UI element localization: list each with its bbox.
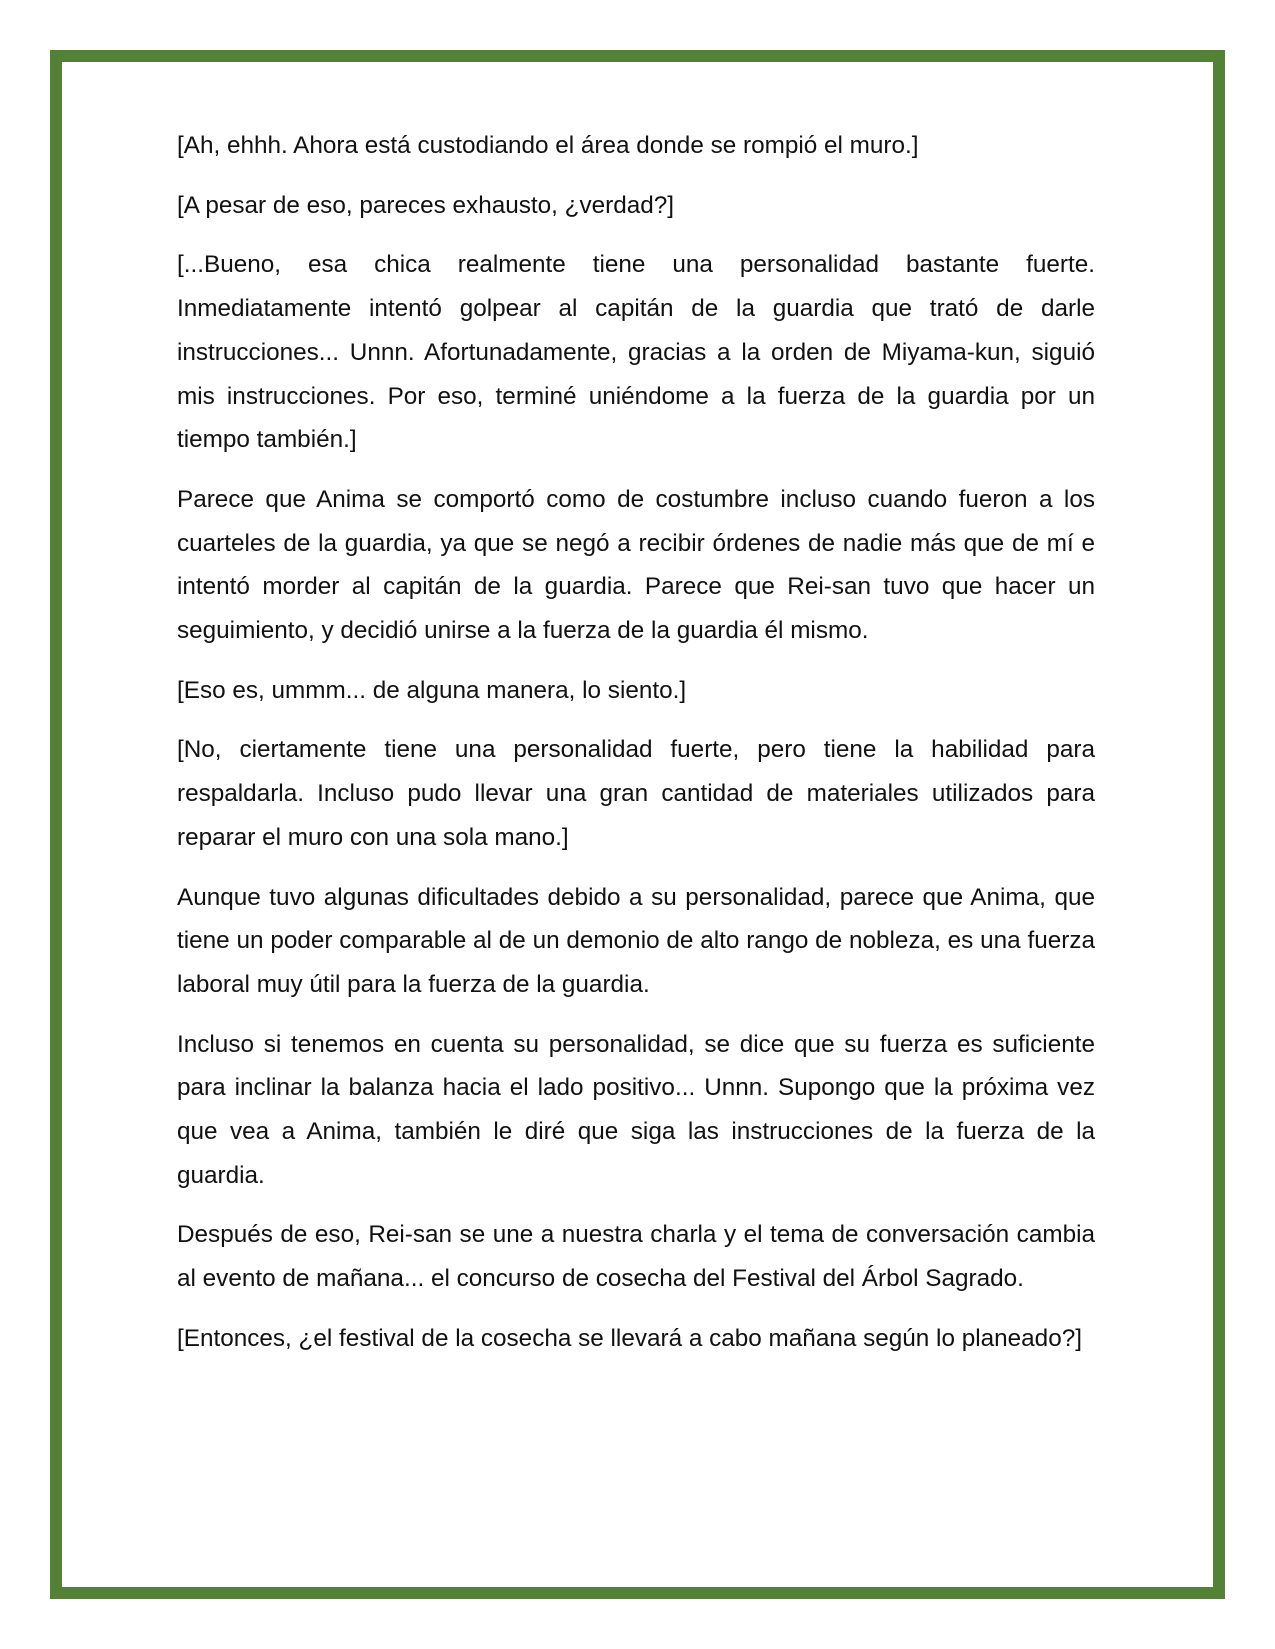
paragraph: Incluso si tenemos en cuenta su personalidad, se dice que su fuerza es suficiente para inclinar la balanza hacia el lado positivo... Unnn. Supongo que la próxima vez que vea a Anima, también le diré que siga las instrucciones de la fuerza de la guardia. [177,1030,1095,1189]
paragraph: [Ah, ehhh. Ahora está custodiando el área donde se rompió el muro.] [177,132,919,159]
paragraph: Parece que Anima se comportó como de costumbre incluso cuando fueron a los cuarteles de la guardia, ya que se negó a recibir órdenes de nadie más que de mí e intentó morder al capitán de la guardia. Parece que Rei-san tuvo que hacer un seguimiento, y decidió unirse a la fuerza de la guardia él mismo. [177,485,1095,645]
paragraph: [No, ciertamente tiene una personalidad fuerte, pero tiene la habilidad para respaldarla. Incluso pudo llevar una gran cantidad de materiales utilizados para reparar el muro con una sola mano.] [177,736,1095,851]
paragraph: [Entonces, ¿el festival de la cosecha se llevará a cabo mañana según lo planeado?] [177,1324,1082,1352]
paragraph: [A pesar de eso, pareces exhausto, ¿verdad?] [177,191,675,219]
paragraph: Después de eso, Rei-san se une a nuestra charla y el tema de conversación cambia al evento de mañana... el concurso de cosecha del Festival del Árbol Sagrado. [177,1221,1095,1293]
paragraph: [Eso es, ummm... de alguna manera, lo siento.] [177,676,687,704]
document-body [177,124,1095,1377]
paragraph: Aunque tuvo algunas dificultades debido a su personalidad, parece que Anima, que tiene un poder comparable al de un demonio de alto rango de nobleza, es una fuerza laboral muy útil para la fuerza de la guardia. [177,883,1095,998]
paragraph: [...Bueno, esa chica realmente tiene una personalidad bastante fuerte. Inmediatamente intentó golpear al capitán de la guardia que trató de darle instrucciones... Unnn. Afortunadamente, gracias a la orden de Miyama-kun, siguió mis instrucciones. Por eso, terminé uniéndome a la fuerza de la guardia por un tiempo también.] [177,251,1095,454]
